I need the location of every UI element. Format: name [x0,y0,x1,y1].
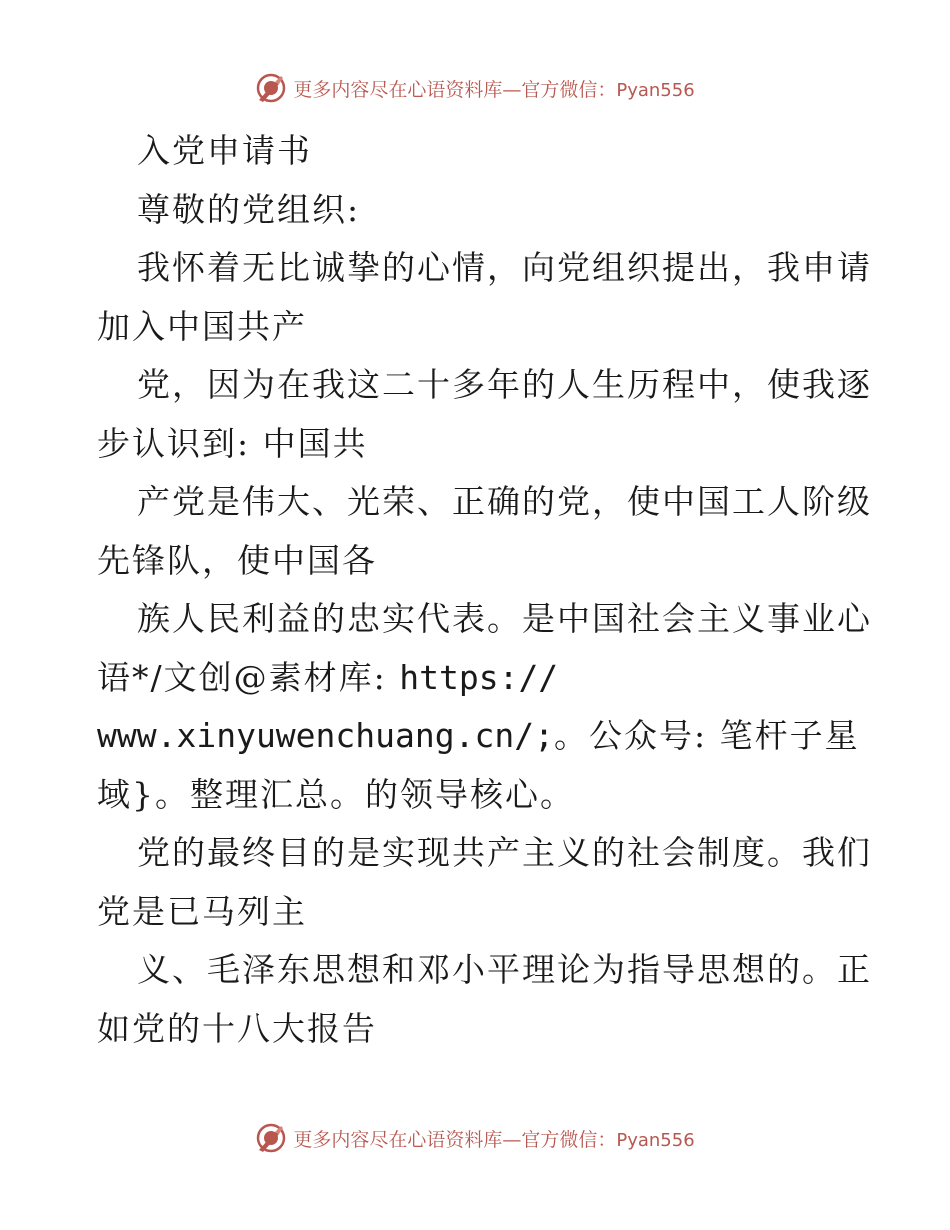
header-banner-text: 更多内容尽在心语资料库—官方微信：Pyan556 [293,78,695,101]
pen-logo-icon [255,72,287,104]
header-wechat-id: Pyan556 [616,79,695,101]
doc-title: 入党申请书 [137,131,312,170]
document-body [97,122,872,1058]
paragraph-line: 党，因为在我这二十多年的人生历程中，使我逐 [137,365,872,404]
footer-banner-text: 更多内容尽在心语资料库—官方微信：Pyan556 [293,1128,695,1151]
paragraph-line: 族人民利益的忠实代表。是中国社会主义事业心 [137,599,872,638]
salutation: 尊敬的党组织: [137,189,361,229]
paragraph-line: 产党是伟大、光荣、正确的党，使中国工人阶级 [137,482,872,521]
paragraph-line: 域}。整理汇总。的领导核心。 [97,774,575,814]
footer-banner [0,1122,950,1154]
paragraph-line: 党的最终目的是实现共产主义的社会制度。我们 [137,833,872,872]
paragraph-line: 义、毛泽东思想和邓小平理论为指导思想的。正 [137,950,872,989]
paragraph-line [97,707,860,766]
paragraph-line: 步认识到: 中国共 [97,423,368,463]
paragraph-line: 我怀着无比诚挚的心情，向党组织提出，我申请 [137,248,872,287]
paragraph-line: 如党的十八大报告 [97,1008,377,1048]
url-fragment: https:// [399,657,559,697]
paragraph-line: 党是已马列主 [97,891,307,931]
pen-logo-icon [255,1122,287,1154]
line-text: 语*/文创@素材库: [97,657,400,697]
url-fragment: www.xinyuwenchuang.cn/; [97,716,554,755]
footer-wechat-id: Pyan556 [616,1129,695,1151]
paragraph-line: 先锋队，使中国各 [97,540,377,580]
line-text: 。公众号: 笔杆子星 [553,716,860,755]
paragraph-line [97,649,857,708]
paragraph-line: 加入中国共产 [97,306,307,346]
header-banner [0,72,950,104]
